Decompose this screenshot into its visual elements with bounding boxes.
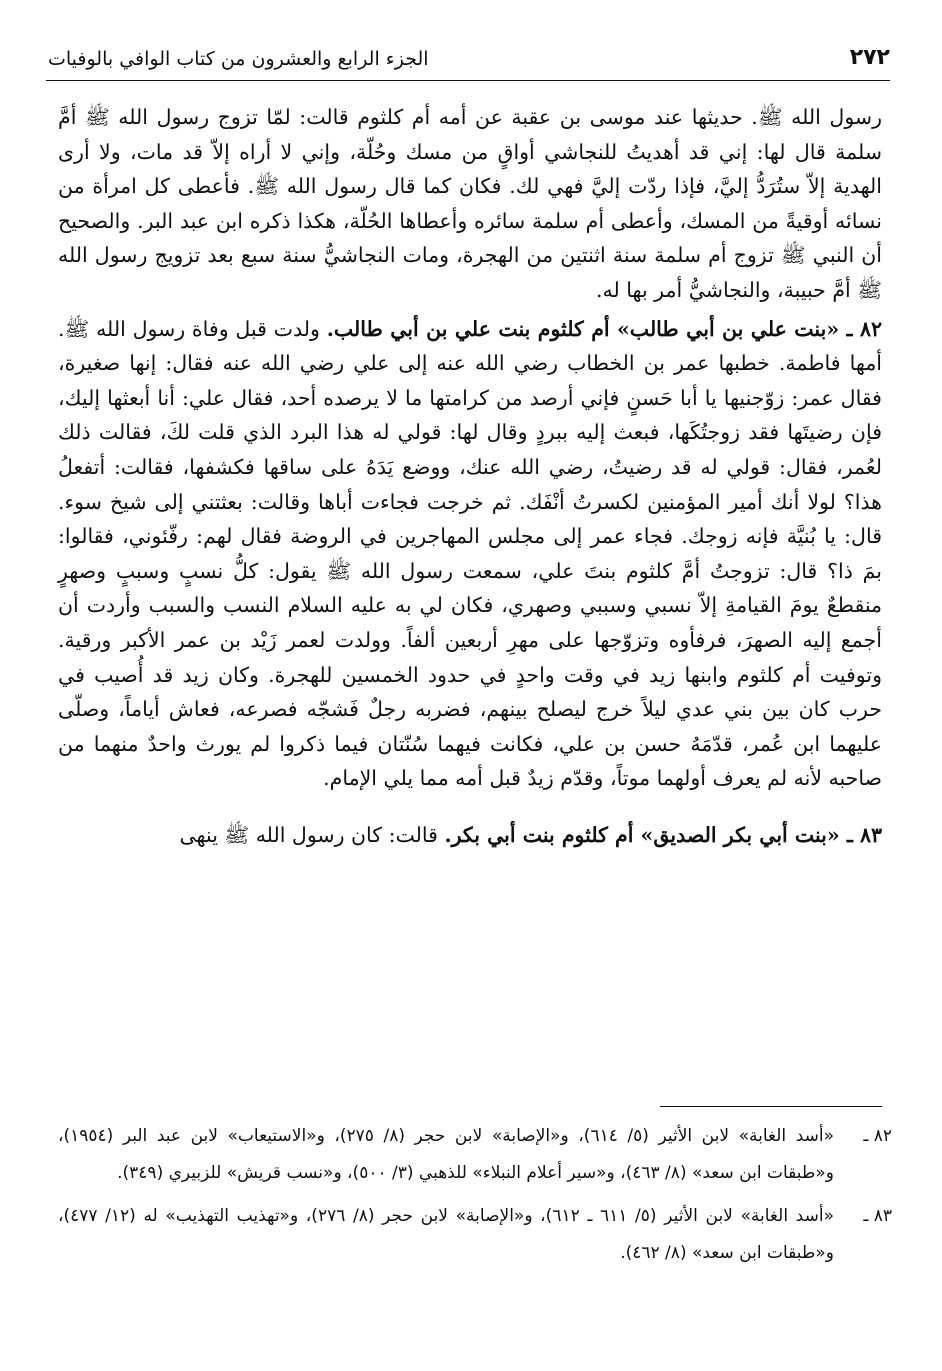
footnote-number: ٨٢ ـ (863, 1126, 892, 1146)
footnotes (58, 1118, 892, 1278)
paragraph-1: رسول الله ﷺ. حديثها عند موسى بن عقبة عن أمه أم كلثوم قالت: لمّا تزوج رسول الله ﷺ أمَّ سلمة قال لها: إني قد أهديتُ للنجاشي أواقٍ من مسك وحُلّة، وإني لا أراه إلاّ قد مات، ولا أرى الهدية إلاّ ستُرَدُّ إليَّ، فإذا ردّت إليَّ فهي لك. فكان كما قال رسول الله ﷺ. فأعطى كل امرأة من نسائه أوقيةً من المسك، وأعطى أم سلمة سائره وأعطاها الحُلّة، هكذا ذكره ابن عبد البر. والصحيح أن النبي ﷺ تزوج أم سلمة سنة اثنتين من الهجرة، ومات النجاشيُّ سنة سبع بعد تزويج رسول الله ﷺ أمَّ حبيبة، والنجاشيُّ أمر بها له. (58, 105, 882, 302)
entry-83 (58, 818, 882, 853)
entry-82 (58, 312, 882, 796)
footnote-text: «أسد الغابة» لابن الأثير (٥/ ٦١١ ـ ٦١٢)، و«الإصابة» لابن حجر (٨/ ٢٧٦)، و«تهذيب التهذيب» له (١٢/ ٤٧٧)، و«طبقات ابن سعد» (٨/ ٤٦٢). (58, 1206, 834, 1263)
main-text (58, 100, 882, 852)
footnote-number: ٨٣ ـ (863, 1206, 892, 1226)
footnote-text: «أسد الغابة» لابن الأثير (٥/ ٦١٤)، و«الإصابة» لابن حجر (٨/ ٢٧٥)، و«الاستيعاب» لابن عبد البر (١٩٥٤)، و«طبقات ابن سعد» (٨/ ٤٦٣)، و«سير أعلام النبلاء» للذهبي (٣/ ٥٠٠)، و«نسب قريش» للزبيري (٣٤٩). (58, 1126, 834, 1183)
entry-83-heading: ٨٣ ـ «بنت أبي بكر الصديق» أم كلثوم بنت أبي بكر. (444, 822, 882, 847)
header-divider (46, 80, 890, 81)
footnote-divider (660, 1106, 882, 1107)
entry-82-heading: ٨٢ ـ «بنت علي بن أبي طالب» أم كلثوم بنت علي بن أبي طالب. (326, 316, 882, 341)
book-title: الجزء الرابع والعشرون من كتاب الوافي بالوفيات (48, 48, 429, 70)
footnote-82 (58, 1118, 892, 1192)
entry-83-text: قالت: كان رسول الله ﷺ ينهى (179, 822, 438, 847)
running-head (48, 30, 890, 76)
entry-82-text: ولدت قبل وفاة رسول الله ﷺ. أمها فاطمة. خطبها عمر بن الخطاب رضي الله عنه إلى علي رضي الله عنه فقال: إنها صغيرة، فقال عمر: زوّجنيها يا أبا حَسنٍ فإني أرصد من كرامتها ما لا يرصده أحد، فقال علي: أنا أبعثها إليك، فإن رضيتَها فقد زوجتُكَها، فبعث إليه ببردٍ وقال لها: قولي له هذا البرد الذي قلت لكَ، فقالت ذلك لعُمر، فقال: قولي له قد رضيتُ، رضي الله عنك، ووضع يَدَهُ على ساقها فكشفها، فقالت: أتفعلُ هذا؟ لولا أنك أمير المؤمنين لكسرتُ أنْفَك. ثم خرجت فجاءت أباها وقالت: بعثتني إلى شيخ سوء. قال: يا بُنيَّة فإنه زوجك. فجاء عمر إلى مجلس المهاجرين في الروضة فقال لهم: رفّئوني، فقالوا: بمَ ذا؟ قال: تزوجتُ أمَّ كلثوم بنتَ علي، سمعت رسول الله ﷺ يقول: كلُّ نسبٍ وسببٍ وصهرٍ منقطعٌ يومَ القيامةِ إلاّ نسبي وسببي وصهري، فكان لي به عليه السلام النسب والسبب وأردت أن أجمع إليه الصهرَ، فرفأوه وتزوّجها على مهرِ أربعين ألفاً. وولدت لعمر زَيْد بن عمر الأكبر ورقية. وتوفيت أم كلثوم وابنها زيد في وقت واحدٍ في حدود الخمسين للهجرة. وكان زيد قد أُصيب في حرب كان بين بني عدي ليلاً خرج ليصلح بينهم، فضربه رجلٌ فَشجّه فصرعه، فعاش أياماً، وصلّى عليهما ابن عُمر، قدّمَهُ حسن بن علي، فكانت فيهما سُنّتان فيما ذكروا لم يورث واحدٌ منهما من صاحبه لأنه لم يعرف أولهما موتاً، وقدّم زيدٌ قبل أمه مما يلي الإمام. (58, 316, 882, 791)
page-number: ٢٧٢ (849, 45, 890, 70)
footnote-83 (58, 1198, 892, 1272)
